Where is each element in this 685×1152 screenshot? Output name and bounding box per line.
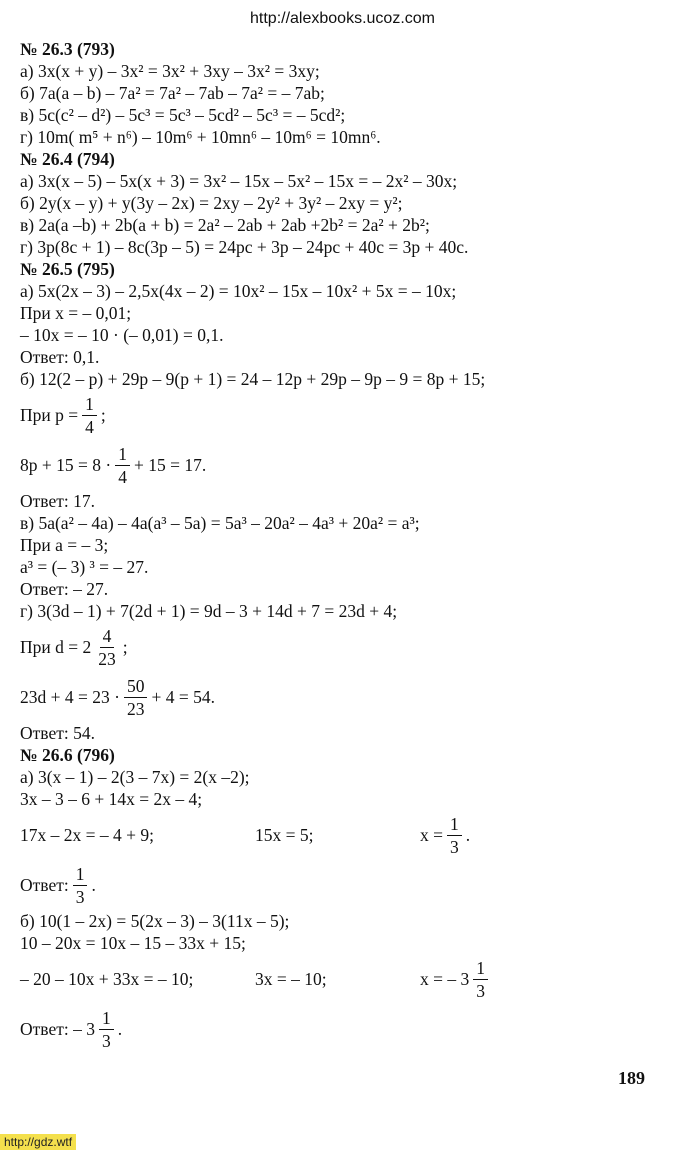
problem-26-4-title: № 26.4 (794) (20, 149, 115, 169)
fraction-numerator: 1 (447, 813, 462, 836)
problem-26-5-g-line2 (20, 622, 670, 672)
problem-26-6-b-line3 (20, 954, 670, 1004)
fraction-numerator: 1 (473, 957, 488, 980)
expr-text: . (117, 1018, 123, 1039)
expr-text: + 15 = 17. (133, 454, 207, 475)
expr-text: x = – 3 (420, 968, 470, 989)
problem-26-5-title: № 26.5 (795) (20, 259, 115, 279)
problem-26-6-a-line2: 3x – 3 – 6 + 14x = 2x – 4; (20, 789, 203, 809)
problem-26-5-g-answer: Ответ: 54. (20, 723, 95, 743)
fraction-denominator: 23 (98, 648, 116, 669)
expr-text: 23d + 4 = 23 · (20, 686, 120, 707)
expr-text: Ответ: (20, 874, 69, 895)
problem-26-6-title: № 26.6 (796) (20, 745, 115, 765)
problem-26-3-g: г) 10m( m⁵ + n⁶) – 10m⁶ + 10mn⁶ – 10m⁶ = 10mn⁶. (20, 127, 381, 147)
fraction (473, 957, 488, 1002)
expr-text: . (465, 824, 471, 845)
problem-26-6-b-line1: б) 10(1 – 2x) = 5(2x – 3) – 3(11x – 5); (20, 911, 290, 931)
problem-26-3-title: № 26.3 (793) (20, 39, 115, 59)
fraction-denominator: 3 (75, 886, 85, 907)
fraction-numerator: 50 (124, 675, 148, 698)
expr-text: При p = (20, 404, 79, 425)
problem-26-4-v: в) 2a(a –b) + 2b(a + b) = 2a² – 2ab + 2ab +2b² = 2a² + 2b²; (20, 215, 430, 235)
problem-26-4-b: б) 2y(x – y) + y(3y – 2x) = 2xy – 2y² + 3y² – 2xy = y²; (20, 193, 403, 213)
expr-column-1: – 20 – 10x + 33x = – 10; (20, 968, 194, 989)
expr-column-3 (420, 813, 470, 858)
fraction-denominator: 23 (126, 698, 145, 719)
fraction-denominator: 3 (450, 836, 459, 857)
expr-text: ; (122, 636, 128, 657)
page-number: 189 (618, 1068, 645, 1088)
problem-26-3-b: б) 7a(a – b) – 7a² = 7a² – 7ab – 7a² = – 7ab; (20, 83, 325, 103)
problem-26-5-v-line2: При a = – 3; (20, 535, 109, 555)
fraction-denominator: 4 (85, 416, 94, 437)
fraction-numerator: 1 (115, 443, 130, 466)
problem-26-6-b-line2: 10 – 20x = 10x – 15 – 33x + 15; (20, 933, 246, 953)
problem-26-3-a: а) 3x(x + y) – 3x² = 3x² + 3xy – 3x² = 3xy; (20, 61, 320, 81)
expr-text: 8p + 15 = 8 · (20, 454, 112, 475)
problem-26-5-a-line3: – 10x = – 10 · (– 0,01) = 0,1. (20, 325, 224, 345)
header-url[interactable]: http://alexbooks.ucoz.com (250, 10, 435, 27)
problem-26-5-a-line1: а) 5x(2x – 3) – 2,5x(4x – 2) = 10x² – 15x – 10x² + 5x = – 10x; (20, 281, 457, 301)
problem-26-3-v: в) 5c(c² – d²) – 5c³ = 5c³ – 5cd² – 5c³ = – 5cd²; (20, 105, 346, 125)
fraction (95, 625, 119, 670)
fraction (82, 393, 97, 438)
fraction-denominator: 3 (476, 980, 485, 1001)
problem-26-5-a-answer: Ответ: 0,1. (20, 347, 100, 367)
problem-26-6-b-answer (20, 1004, 670, 1054)
expr-column-2: 15x = 5; (255, 824, 314, 845)
problem-26-6-a-line1: а) 3(x – 1) – 2(3 – 7x) = 2(x –2); (20, 767, 250, 787)
problem-26-5-v-line1: в) 5a(a² – 4a) – 4a(a³ – 5a) = 5a³ – 20a² – 4a³ + 20a² = a³; (20, 513, 420, 533)
problem-26-6-a-answer (20, 860, 670, 910)
fraction-numerator: 1 (82, 393, 97, 416)
fraction-numerator: 1 (99, 1007, 114, 1030)
expr-text: При d = 2 (20, 636, 92, 657)
problem-26-5-g-line3 (20, 672, 670, 722)
fraction-numerator: 4 (100, 625, 115, 648)
expr-text: . (91, 874, 96, 895)
expr-text: + 4 = 54. (151, 686, 215, 707)
fraction (447, 813, 462, 858)
problem-26-6-a-line3 (20, 810, 670, 860)
expr-text: Ответ: – 3 (20, 1018, 95, 1039)
expr-column-1: 17x – 2x = – 4 + 9; (20, 824, 154, 845)
fraction-denominator: 4 (118, 466, 127, 487)
fraction (99, 1007, 114, 1052)
problem-26-5-b-line1: б) 12(2 – p) + 29p – 9(p + 1) = 24 – 12p + 29p – 9p – 9 = 8p + 15; (20, 369, 486, 389)
fraction-numerator: 1 (73, 863, 88, 886)
fraction (73, 863, 88, 908)
problem-26-5-v-line3: a³ = (– 3) ³ = – 27. (20, 557, 149, 577)
problem-26-4-a: а) 3x(x – 5) – 5x(x + 3) = 3x² – 15x – 5x² – 15x = – 2x² – 30x; (20, 171, 458, 191)
problem-26-5-b-answer: Ответ: 17. (20, 491, 95, 511)
problem-26-5-a-line2: При x = – 0,01; (20, 303, 132, 323)
expr-text: x = (420, 824, 443, 845)
expr-text: ; (100, 404, 106, 425)
problem-26-5-b-line2 (20, 390, 670, 440)
solutions-content (20, 38, 670, 1054)
fraction (115, 443, 130, 488)
problem-26-5-v-answer: Ответ: – 27. (20, 579, 109, 599)
fraction (124, 675, 148, 720)
problem-26-5-g-line1: г) 3(3d – 1) + 7(2d + 1) = 9d – 3 + 14d + 7 = 23d + 4; (20, 601, 398, 621)
fraction-denominator: 3 (101, 1030, 111, 1051)
expr-column-3 (420, 957, 492, 1002)
problem-26-5-b-line3 (20, 440, 670, 490)
problem-26-4-g: г) 3p(8c + 1) – 8c(3p – 5) = 24pc + 3p – 24pc + 40c = 3p + 40c. (20, 237, 469, 257)
expr-column-2: 3x = – 10; (255, 968, 327, 989)
footer-url[interactable]: http://gdz.wtf (0, 1134, 76, 1150)
